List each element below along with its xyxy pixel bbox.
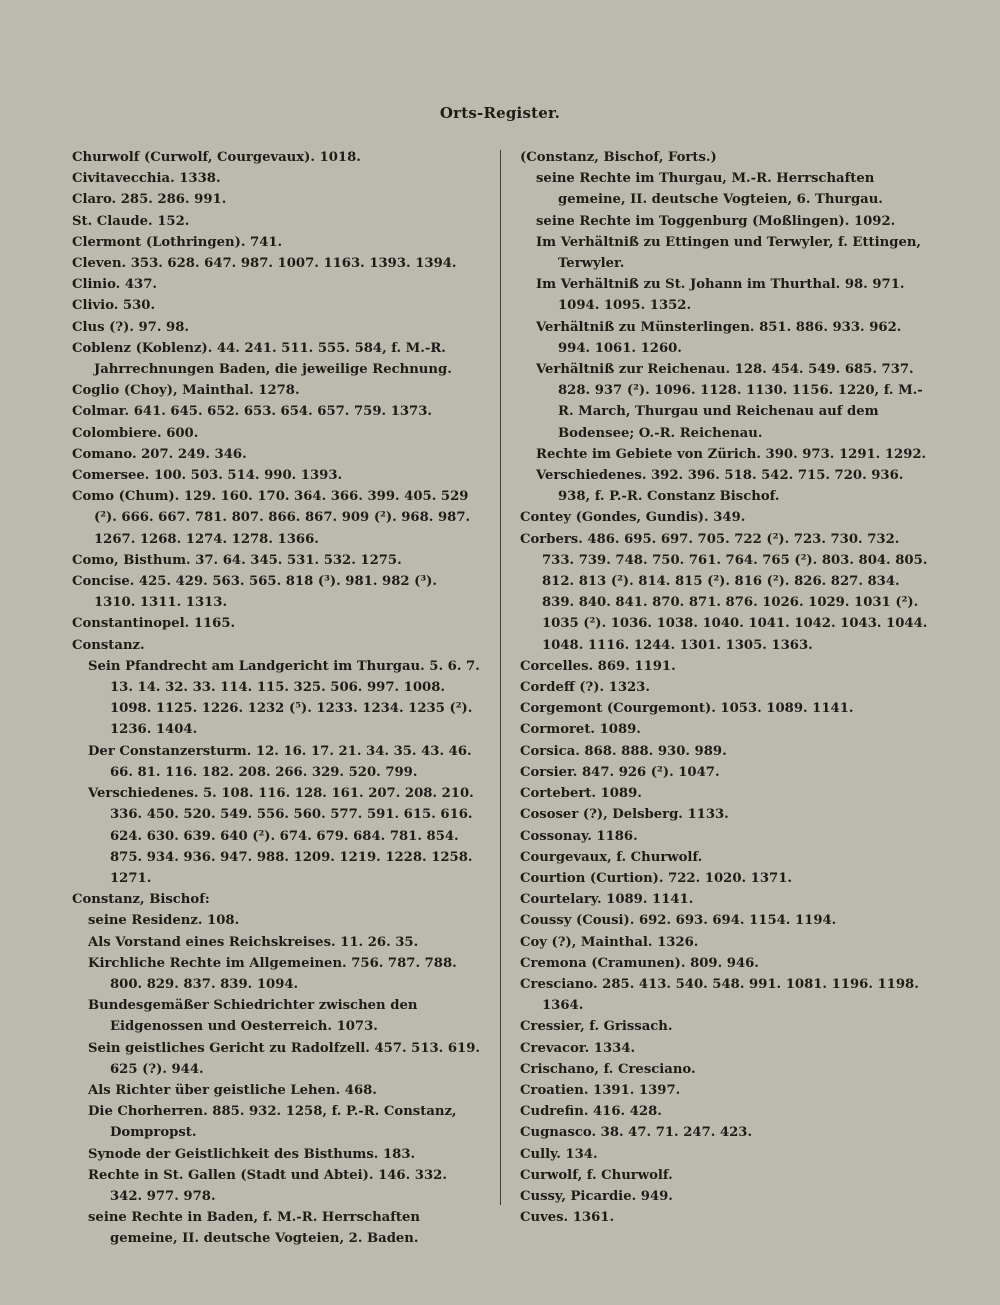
register-entry: Verhältniß zur Reichenau. 128. 454. 549. 685. 737. 828. 937 (²). 1096. 1128. 1130. 1156. 1220, f. M.-R. March, Thurgau und Reichenau auf dem Bodensee; O.-R. Reichenau.	[536, 362, 923, 441]
register-entry: Courtelary. 1089. 1141.	[520, 892, 694, 908]
register-entry: Crevacor. 1334.	[520, 1040, 636, 1056]
register-entry: Clinio. 437.	[72, 277, 157, 293]
register-entry: Cuves. 1361.	[520, 1210, 615, 1226]
register-entry: Como, Bisthum. 37. 64. 345. 531. 532. 1275.	[72, 552, 402, 568]
register-entry: Colombiere. 600.	[72, 425, 199, 441]
register-entry: Corsier. 847. 926 (²). 1047.	[520, 764, 720, 780]
register-entry: seine Rechte in Baden, f. M.-R. Herrschaften gemeine, II. deutsche Vogteien, 2. Baden.	[88, 1210, 420, 1247]
register-entry: Coy (?), Mainthal. 1326.	[520, 934, 699, 950]
register-entry: Corsica. 868. 888. 930. 989.	[520, 743, 727, 759]
register-entry: Comersee. 100. 503. 514. 990. 1393.	[72, 468, 343, 484]
register-entry: Corgemont (Courgemont). 1053. 1089. 1141.	[520, 701, 854, 717]
register-entry: Clus (?). 97. 98.	[72, 319, 189, 335]
register-entry: Churwolf (Curwolf, Courgevaux). 1018.	[72, 150, 361, 165]
register-entry: Cortebert. 1089.	[520, 786, 642, 802]
register-entry: Civitavecchia. 1338.	[72, 171, 221, 187]
register-entry: Rechte im Gebiete von Zürich. 390. 973. 1291. 1292.	[536, 446, 927, 462]
register-entry: (Constanz, Bischof, Forts.)	[520, 150, 717, 165]
register-entry: Constanz, Bischof:	[72, 892, 210, 908]
register-entry: Corbers. 486. 695. 697. 705. 722 (²). 723. 730. 732. 733. 739. 748. 750. 761. 764. 765 (²). 803. 804. 805. 812. 813 (²). 814. 815 (²). 816 (²). 826. 827. 834. 839. 840. 841. 870. 871. 876. 1026. 1029. 1031 (²). 1035 (²). 1036. 1038. 1040. 1041. 1042. 1043. 1044. 1048. 1116. 1244. 1301. 1305. 1363.	[520, 531, 928, 653]
register-entry: Kirchliche Rechte im Allgemeinen. 756. 787. 788. 800. 829. 837. 839. 1094.	[88, 955, 457, 992]
register-entry: Cososer (?), Delsberg. 1133.	[520, 807, 729, 823]
register-entry: Courtion (Curtion). 722. 1020. 1371.	[520, 870, 792, 886]
register-entry: Concise. 425. 429. 563. 565. 818 (³). 981. 982 (³). 1310. 1311. 1313.	[72, 574, 437, 611]
register-entry: Rechte in St. Gallen (Stadt und Abtei). 146. 332. 342. 977. 978.	[88, 1167, 447, 1204]
page-title: Orts-Register.	[439, 104, 561, 122]
register-entry: Sein geistliches Gericht zu Radolfzell. 457. 513. 619. 625 (?). 944.	[88, 1040, 480, 1077]
column-divider	[500, 150, 501, 1205]
register-entry: Cully. 134.	[520, 1146, 598, 1162]
register-entry: Crischano, f. Cresciano.	[520, 1061, 696, 1077]
register-entry: Verschiedenes. 5. 108. 116. 128. 161. 207. 208. 210. 336. 450. 520. 549. 556. 560. 577. 591. 615. 616. 624. 630. 639. 640 (²). 674. 679. 684. 781. 854. 875. 934. 936. 947. 988. 1209. 1219. 1228. 1258. 1271.	[88, 786, 474, 886]
register-entry: Croatien. 1391. 1397.	[520, 1082, 681, 1098]
register-entry: Cugnasco. 38. 47. 71. 247. 423.	[520, 1125, 753, 1141]
register-entry: Comano. 207. 249. 346.	[72, 446, 247, 462]
register-entry: Como (Chum). 129. 160. 170. 364. 366. 399. 405. 529 (²). 666. 667. 781. 807. 866. 867. 909 (²). 968. 987. 1267. 1268. 1274. 1278. 1366.	[72, 489, 471, 547]
register-entry: Im Verhältniß zu St. Johann im Thurthal. 98. 971. 1094. 1095. 1352.	[536, 277, 905, 314]
register-entry: Coblenz (Koblenz). 44. 241. 511. 555. 584, f. M.-R. Jahrrechnungen Baden, die jeweilige Rechnung.	[72, 340, 452, 378]
register-entry: Clivio. 530.	[72, 298, 156, 314]
register-entry: Cudrefin. 416. 428.	[520, 1104, 662, 1120]
register-entry: Claro. 285. 286. 991.	[72, 192, 227, 208]
register-entry: Als Vorstand eines Reichskreises. 11. 26. 35.	[88, 934, 419, 950]
register-entry: Coglio (Choy), Mainthal. 1278.	[72, 383, 300, 399]
register-entry: Cresciano. 285. 413. 540. 548. 991. 1081. 1196. 1198. 1364.	[520, 976, 919, 1014]
register-entry: seine Rechte im Thurgau, M.-R. Herrschaften gemeine, II. deutsche Vogteien, 6. Thurgau.	[536, 171, 883, 208]
register-entry: Cossonay. 1186.	[520, 828, 638, 844]
register-entry: Cressier, f. Grissach.	[520, 1019, 673, 1035]
left-column	[72, 147, 480, 1250]
register-entry: Verschiedenes. 392. 396. 518. 542. 715. 720. 936. 938, f. P.-R. Constanz Bischof.	[536, 468, 904, 505]
register-entry: Colmar. 641. 645. 652. 653. 654. 657. 759. 1373.	[72, 404, 432, 420]
register-entry: Cremona (Cramunen). 809. 946.	[520, 955, 759, 971]
right-column	[520, 147, 934, 1228]
register-entry: Clermont (Lothringen). 741.	[72, 234, 283, 250]
register-entry: Als Richter über geistliche Lehen. 468.	[88, 1082, 377, 1098]
register-entry: Constantinopel. 1165.	[72, 616, 236, 632]
register-entry: Der Constanzersturm. 12. 16. 17. 21. 34. 35. 43. 46. 66. 81. 116. 182. 208. 266. 329. 520. 799.	[88, 743, 472, 780]
register-entry: Die Chorherren. 885. 932. 1258, f. P.-R. Constanz, Dompropst.	[88, 1104, 457, 1141]
register-entry: Cormoret. 1089.	[520, 722, 641, 738]
register-entry: seine Residenz. 108.	[88, 913, 240, 929]
register-entry: Corcelles. 869. 1191.	[520, 658, 676, 674]
register-entry: Im Verhältniß zu Ettingen und Terwyler, f. Ettingen, Terwyler.	[536, 234, 922, 272]
register-entry: Sein Pfandrecht am Landgericht im Thurgau. 5. 6. 7. 13. 14. 32. 33. 114. 115. 325. 506. 997. 1008. 1098. 1125. 1226. 1232 (⁵). 1233. 1234. 1235 (²). 1236. 1404.	[88, 658, 480, 738]
register-entry: Cordeff (?). 1323.	[520, 680, 650, 696]
register-entry: Verhältniß zu Münsterlingen. 851. 886. 933. 962. 994. 1061. 1260.	[536, 319, 902, 356]
register-entry: Contey (Gondes, Gundis). 349.	[520, 510, 746, 526]
register-entry: Courgevaux, f. Churwolf.	[520, 849, 703, 865]
register-entry: Constanz.	[72, 637, 145, 653]
register-entry: Synode der Geistlichkeit des Bisthums. 183.	[88, 1146, 416, 1162]
register-entry: Coussy (Cousi). 692. 693. 694. 1154. 1194.	[520, 913, 837, 929]
register-entry: Cleven. 353. 628. 647. 987. 1007. 1163. 1393. 1394.	[72, 256, 457, 272]
register-entry: Curwolf, f. Churwolf.	[520, 1167, 673, 1183]
register-entry: St. Claude. 152.	[72, 213, 190, 229]
register-entry: Bundesgemäßer Schiedrichter zwischen den Eidgenossen und Oesterreich. 1073.	[88, 998, 418, 1035]
register-entry: seine Rechte im Toggenburg (Moßlingen). 1092.	[536, 213, 896, 229]
register-entry: Cussy, Picardie. 949.	[520, 1188, 673, 1204]
